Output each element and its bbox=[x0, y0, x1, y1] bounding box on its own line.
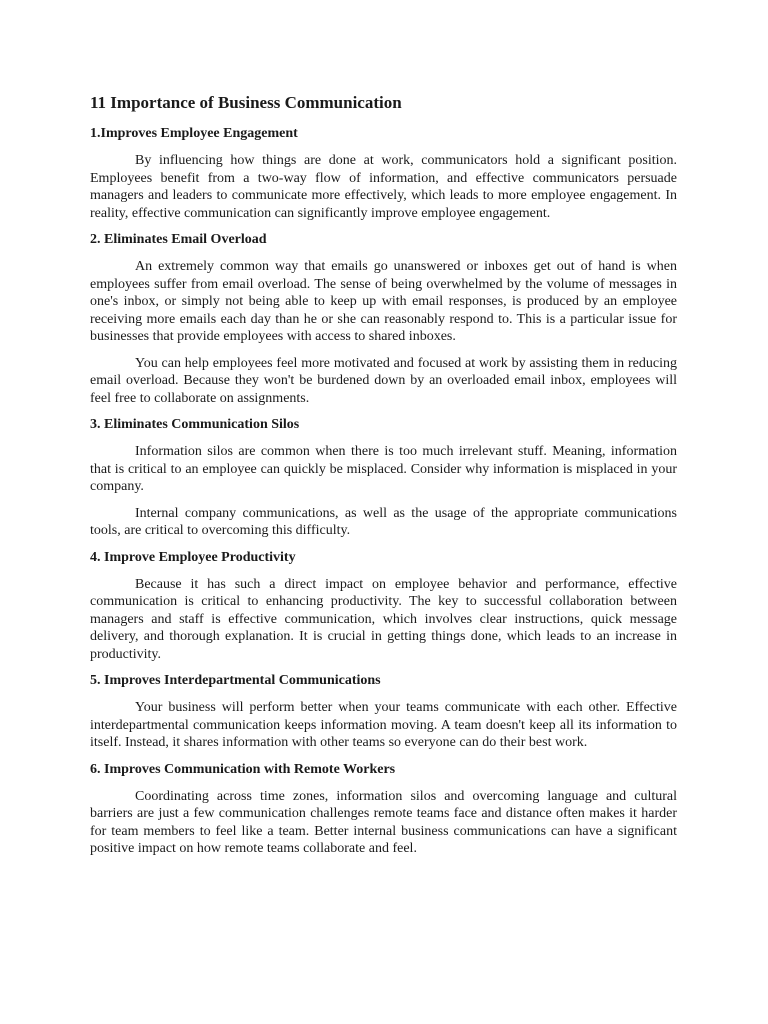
section-paragraph: Information silos are common when there is too much irrelevant stuff. Meaning, information that is critical to an employee can quickly be misplaced. Consider why information is misplaced in your company. bbox=[90, 444, 677, 494]
section-paragraph: Internal company communications, as well as the usage of the appropriate communications tools, are critical to overcoming this difficulty. bbox=[90, 505, 677, 538]
section-5 bbox=[90, 672, 677, 752]
section-6 bbox=[90, 761, 677, 858]
section-paragraph: An extremely common way that emails go unanswered or inboxes get out of hand is when employees suffer from email overload. The sense of being overwhelmed by the volume of messages in one's inbox, or simply not being able to keep up with email responses, is produced by an employee receiving more emails each day than he or she can reasonably respond to. This is a particular issue for businesses that provide employees with access to shared inboxes. bbox=[90, 259, 677, 344]
section-paragraph: By influencing how things are done at work, communicators hold a significant position. Employees benefit from a two-way flow of information, and effective communicators persuade managers and leaders to communicate more effectively, which leads to more employee engagement. In reality, effective communication can significantly improve employee engagement. bbox=[90, 153, 677, 221]
section-heading: 1.Improves Employee Engagement bbox=[90, 126, 298, 141]
section-paragraph: Coordinating across time zones, information silos and overcoming language and cultural barriers are just a few communication challenges remote teams face and distance often makes it harder for team members to feel like a team. Better internal business communications can have a significant positive impact on how remote teams collaborate and feel. bbox=[90, 788, 677, 856]
section-paragraph: You can help employees feel more motivated and focused at work by assisting them in reducing email overload. Because they won't be burdened down by an overloaded email inbox, employees will feel free to collaborate on assignments. bbox=[90, 355, 677, 406]
section-heading: 5. Improves Interdepartmental Communications bbox=[90, 673, 381, 688]
section-4 bbox=[90, 549, 677, 664]
section-heading: 2. Eliminates Email Overload bbox=[90, 232, 267, 247]
document-title: 11 Importance of Business Communication bbox=[90, 93, 402, 112]
section-2 bbox=[90, 231, 677, 407]
section-heading: 3. Eliminates Communication Silos bbox=[90, 417, 300, 432]
section-paragraph: Because it has such a direct impact on employee behavior and performance, effective communication is critical to enhancing productivity. The key to successful collaboration between managers and staff is effective communication, which involves clear instructions, quick message delivery, and thorough explanation. It is crucial in getting things done, which leads to an increase in productivity. bbox=[90, 576, 677, 662]
section-1 bbox=[90, 125, 677, 222]
section-3 bbox=[90, 416, 677, 540]
section-paragraph: Your business will perform better when your teams communicate with each other. Effective interdepartmental communication keeps information moving. A team doesn't keep all its information to itself. Instead, it shares information with other teams so everyone can do their best work. bbox=[90, 700, 677, 750]
document-page bbox=[90, 92, 677, 867]
section-heading: 6. Improves Communication with Remote Workers bbox=[90, 761, 396, 777]
section-heading: 4. Improve Employee Productivity bbox=[90, 549, 296, 565]
